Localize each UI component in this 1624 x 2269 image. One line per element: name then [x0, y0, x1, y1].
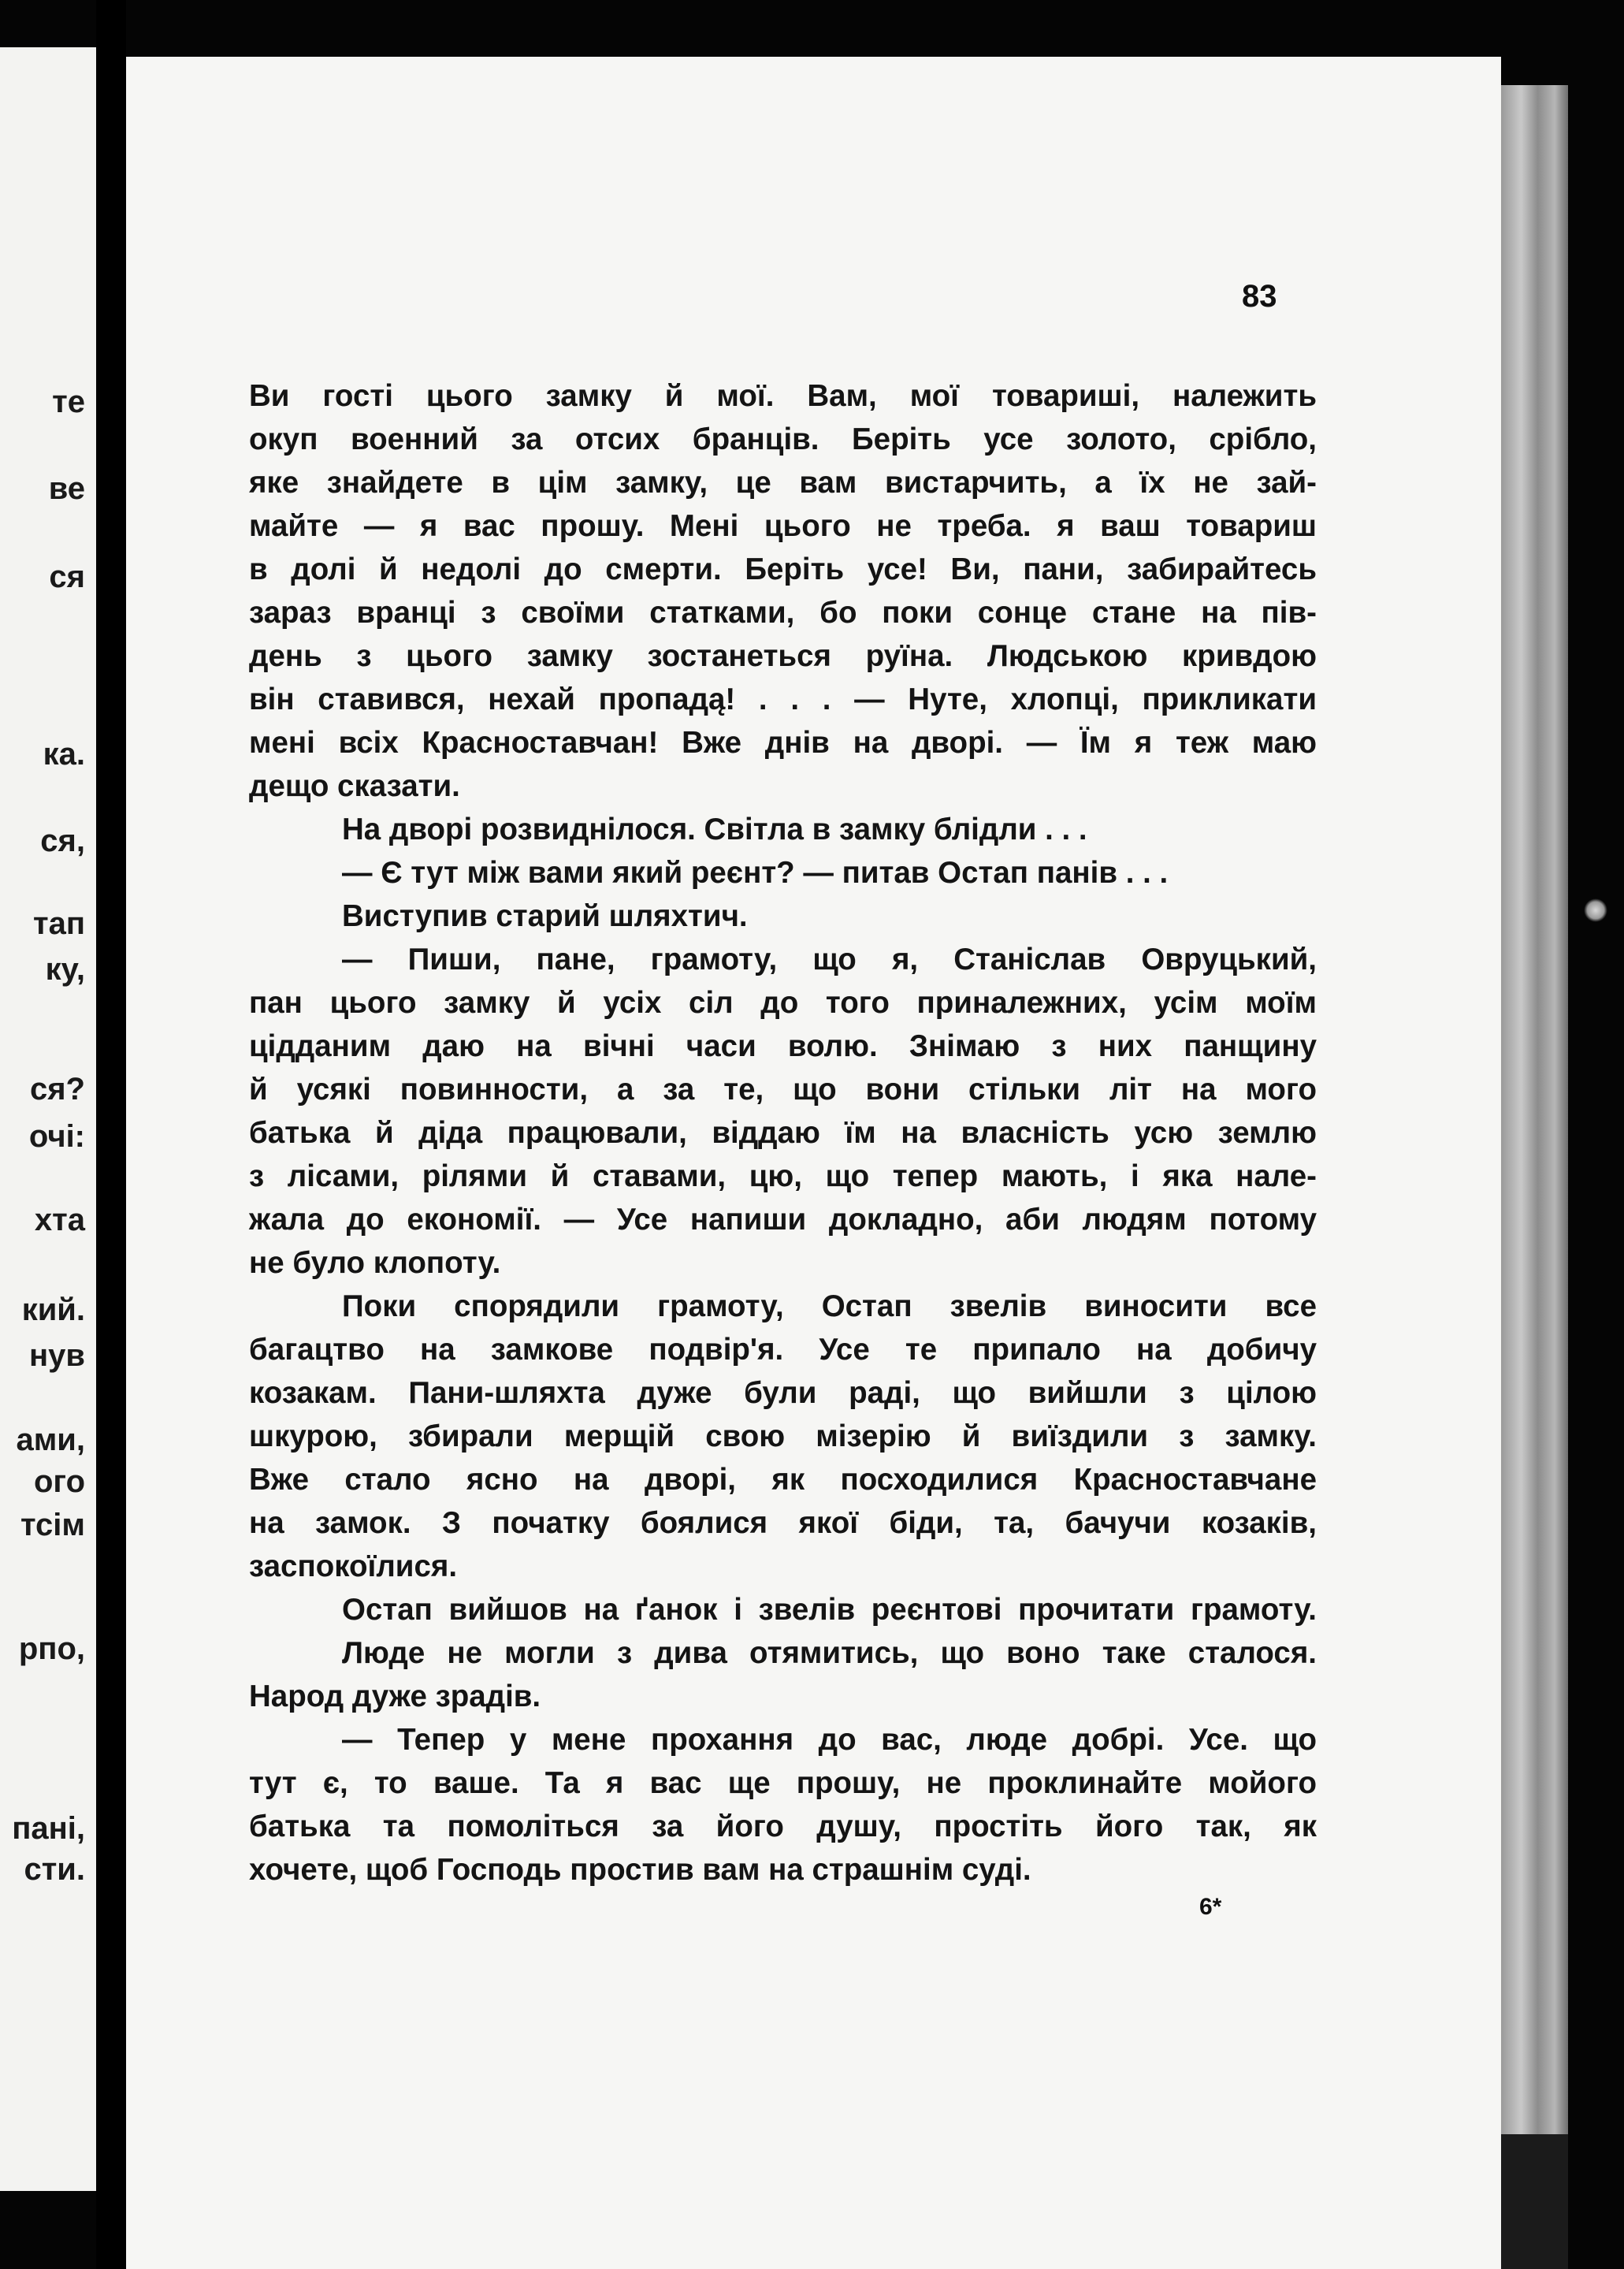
- body-text: [249, 374, 1317, 1891]
- text-line: майте — я вас прошу. Мені цього не треба. я ваш товариш: [249, 509, 1317, 543]
- page-number: 83: [1242, 279, 1277, 314]
- text-line: Народ дуже зрадів.: [249, 1679, 541, 1713]
- text-line: в долі й недолі до смерти. Беріть усе! Ви, пани, забирайтесь: [249, 552, 1317, 586]
- previous-page-edge: [0, 47, 96, 2191]
- text-line: окуп военний за отсих бранців. Беріть усе золото, срібло,: [249, 422, 1317, 456]
- text-line: на замок. З початку боялися якої біди, та, бачучи козаків,: [249, 1506, 1317, 1540]
- text-line: він ставився, нехай пропадą! . . . — Нуте, хлопці, прикликати: [249, 683, 1317, 716]
- text-line: яке знайдете в цім замку, це вам вистарчить, а їх не зай-: [249, 466, 1317, 500]
- text-line: шкурою, збирали мерщій свою мізерію й виїздили з замку.: [249, 1419, 1317, 1453]
- text-line: дещо сказати.: [249, 769, 460, 803]
- left-fragment: нув: [29, 1338, 85, 1373]
- text-line: Виступив старий шляхтич.: [342, 899, 748, 933]
- text-line: Люде не могли з дива отямитись, що воно таке сталося.: [342, 1636, 1317, 1670]
- text-line: Поки спорядили грамоту, Остап звелів виносити все: [342, 1289, 1317, 1323]
- left-fragment: пані,: [12, 1811, 85, 1846]
- text-line: багацтво на замкове подвір'я. Усе те припало на добичу: [249, 1333, 1317, 1367]
- left-fragment: ся?: [29, 1072, 85, 1107]
- text-line: день з цього замку зостанеться руїна. Людською кривдою: [249, 639, 1317, 673]
- text-line: зараз вранці з своїми статками, бо поки сонце стане на пів-: [249, 596, 1317, 630]
- left-fragment: рпо,: [18, 1631, 85, 1666]
- text-line: — Пиши, пане, грамоту, що я, Станіслав Овруцький,: [342, 943, 1317, 976]
- text-line: Остап вийшов на ґанок і звелів реєнтові прочитати грамоту.: [342, 1593, 1317, 1627]
- left-fragment: ся: [49, 560, 85, 594]
- left-fragment: сти.: [24, 1852, 85, 1887]
- left-fragment: ка.: [43, 737, 85, 772]
- text-line: — Тепер у мене прохання до вас, люде добрі. Усе. що: [342, 1723, 1317, 1757]
- text-line: жала до економії. — Усе напиши докладно, аби людям потому: [249, 1203, 1317, 1237]
- text-line: не було клопоту.: [249, 1246, 501, 1280]
- left-fragment: ами,: [16, 1423, 85, 1457]
- left-fragment: тсім: [20, 1508, 85, 1542]
- page-stack-edge: [1501, 85, 1568, 2134]
- left-fragment: ку,: [45, 952, 85, 987]
- text-line: й усякі повинности, а за те, що вони стільки літ на мого: [249, 1073, 1317, 1107]
- text-line: козакам. Пани-шляхта дуже були раді, що вийшли з цілою: [249, 1376, 1317, 1410]
- text-line: з лісами, рілями й ставами, цю, що тепер мають, і яка нале-: [249, 1159, 1317, 1193]
- text-line: хочете, щоб Господь простив вам на страшнім суді.: [249, 1853, 1031, 1887]
- text-line: мені всіх Красноставчан! Вже днів на дворі. — Їм я теж маю: [249, 726, 1317, 760]
- text-line: батька й діда працювали, віддаю їм на власність усю землю: [249, 1116, 1317, 1150]
- text-line: заспокоїлися.: [249, 1549, 458, 1583]
- left-fragment: хта: [34, 1203, 85, 1237]
- text-line: Вже стало ясно на дворі, як посходилися Красноставчане: [249, 1463, 1317, 1497]
- text-line: пан цього замку й усіх сіл до того приналежних, усім моїм: [249, 986, 1317, 1020]
- page-stack-shadow: [1501, 2134, 1568, 2269]
- left-fragment: ся,: [40, 824, 85, 858]
- left-fragment: тап: [33, 906, 85, 941]
- text-line: цідданим даю на вічні часи волю. Знімаю з них панщину: [249, 1029, 1317, 1063]
- text-line: На дворі розвиднілося. Світла в замку блідли . . .: [342, 813, 1087, 846]
- left-fragment: кий.: [21, 1293, 85, 1327]
- text-line: батька та помоліться за його душу, простіть його так, як: [249, 1810, 1317, 1843]
- text-line: тут є, то ваше. Та я вас ще прошу, не проклинайте мойого: [249, 1766, 1317, 1800]
- scan-smudge: [1584, 898, 1607, 922]
- book-gutter: [96, 0, 126, 2269]
- left-fragment: очі:: [28, 1119, 85, 1154]
- text-line: — Є тут між вами який реєнт? — питав Остап панів . . .: [342, 856, 1169, 890]
- left-fragment: ого: [34, 1464, 85, 1499]
- left-fragment: ве: [48, 471, 85, 506]
- left-fragment: те: [52, 385, 85, 419]
- text-line: Ви гості цього замку й мої. Вам, мої товариші, належить: [249, 379, 1317, 413]
- printer-signature: 6*: [1199, 1894, 1222, 1920]
